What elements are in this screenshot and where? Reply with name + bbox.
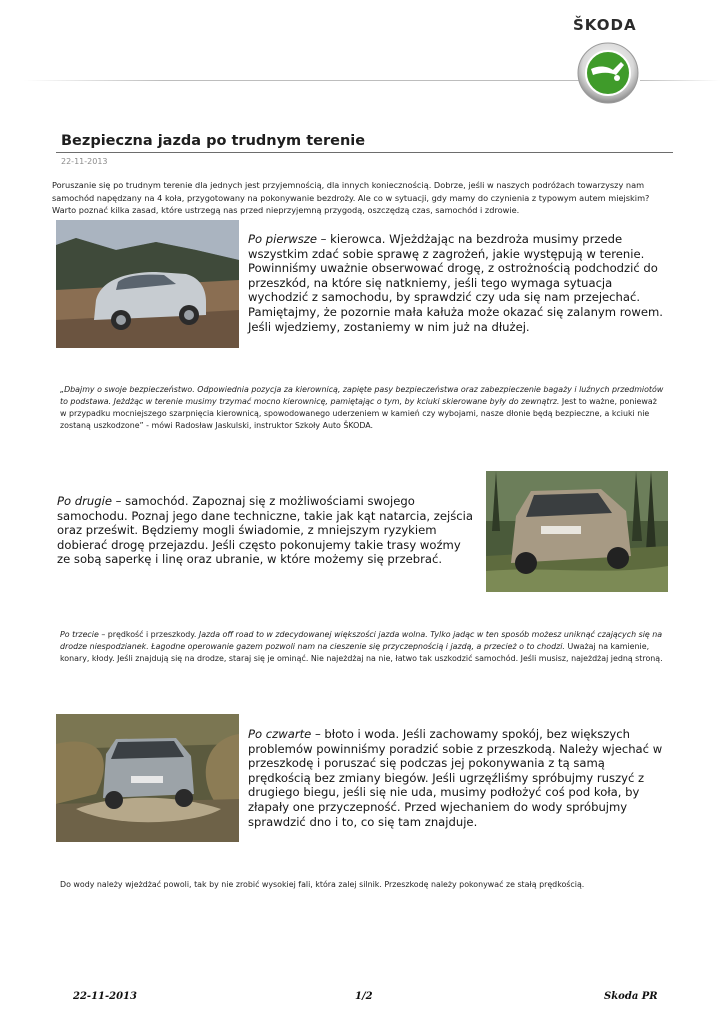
- article-title: Bezpieczna jazda po trudnym terenie: [61, 133, 366, 149]
- instructor-quote: [60, 384, 665, 432]
- instructor-quote-italic: „Dbajmy o swoje bezpieczeństwo. Odpowiednia pozycja za kierownicą, zapięte pasy bezpieczeństwa oraz zabezpieczenie bagaży i luźnych przedmiotów to podstawa. Jeżdżąc w terenie musimy trzymać mocno kierownicę, pamiętając o tym, by kciuki skierowane były do zewnątrz.: [60, 385, 664, 406]
- section-third-plain1: – prędkość i przeszkody.: [98, 630, 199, 639]
- footer-date: 22-11-2013: [73, 991, 137, 1002]
- section-fourth-mud-water: [248, 727, 668, 829]
- closing-paragraph: Do wody należy wjeżdżać powoli, tak by nie zrobić wysokiej fali, która zalej silnik. Przeszkodę należy pokonywać ze stałą prędkością.: [60, 880, 585, 889]
- section-third-plain2: Uważaj na kamienie, konary, kłody. Jeśli znajdują się na drodze, staraj się je ominąć. Nie najeżdżaj na nie, łatwo tak uszkodzić samochód. Jeśli musisz, najeżdżaj jedną stroną.: [60, 642, 663, 663]
- section-third-speed: [60, 629, 665, 665]
- photo-yeti-forest: [486, 471, 668, 592]
- title-underline: [56, 152, 673, 153]
- intro-paragraph: Poruszanie się po trudnym terenie dla jednych jest przyjemnością, dla innych koniecznością. Dobrze, jeśli w naszych podróżach towarzyszy nam samochód napędzany na 4 koła, przygotowany na pokonywanie bezdroży. Ale co w sytuacji, gdy mamy do czynienia z typowym autem miejskim? Warto poznać kilka zasad, które ustrzegą nas przed nieprzyjemną przygodą, oszczędzą czas, samochód i zdrowie.: [52, 180, 650, 215]
- photo-octavia-offroad: [56, 220, 239, 348]
- section-first-text: – kierowca. Wjeżdżając na bezdroża musimy przede wszystkim zdać sobie sprawę z zagrożeń, jakie występują w terenie. Powinniśmy uważnie obserwować drogę, z ostrożnością podchodzić do przeszkód, na które się natkniemy, jeśli tego wymaga sytuacja wychodzić z samochodu, by sprawdzić czy uda się nam przejechać. Pamiętajmy, że pozornie mała kałuża może okazać się zalanym rowem. Jeśli wjedziemy, zostaniemy w nim już na dłużej.: [248, 232, 663, 334]
- footer-source: Skoda PR: [604, 991, 658, 1002]
- section-second-text: – samochód. Zapoznaj się z możliwościami swojego samochodu. Poznaj jego dane techniczne, takie jak kąt natarcia, zejścia oraz prześwit. Będziemy mogli świadomie, z mniejszym ryzykiem dobierać drogę przejazdu. Jeśli często pokonujemy takie trasy woźmy ze sobą saperkę i linę oraz ubranie, w które możemy się przebrać.: [57, 494, 473, 567]
- section-second-car: [57, 494, 477, 567]
- section-first-lead: Po pierwsze: [248, 232, 317, 246]
- skoda-logo: [577, 42, 639, 104]
- article-date: 22-11-2013: [61, 157, 108, 166]
- section-third-italic: Jazda off road to w zdecydowanej większości jazda wolna. Tylko jadąc w ten sposób możesz uniknąć czających się na drodze niespodzianek. Łagodne operowanie gazem pozwoli nam na cieszenie się przyczepnością i jazdą, a przecież o to chodzi.: [60, 630, 663, 651]
- section-fourth-lead: Po czwarte: [248, 727, 312, 741]
- section-second-lead: Po drugie: [57, 494, 112, 508]
- footer-page-number: 1/2: [355, 991, 373, 1002]
- header-divider-right: [640, 80, 720, 81]
- section-third-lead: Po trzecie: [60, 630, 99, 639]
- brand-wordmark: ŠKODA: [573, 16, 637, 34]
- instructor-quote-plain: Jest to ważne, ponieważ w przypadku mocniejszego szarpnięcia kierownicą, spowodowanego uderzeniem w kamień czy wybojami, nasze dłonie będą bezpieczne, a kciuki nie zostaną uszkodzone” - mówi Radosław Jaskulski, instruktor Szkoły Auto ŠKODA.: [60, 397, 657, 430]
- section-fourth-text: – błoto i woda. Jeśli zachowamy spokój, bez większych problemów powinniśmy poradzić sobie z przeszkodą. Należy wjechać w przeszkodę i poruszać się podczas jej pokonywania z tą samą prędkością bez zmiany biegów. Jeśli ugrzęźliśmy spróbujmy ruszyć z drugiego biegu, jeśli się nie uda, musimy podłożyć coś pod koła, by złapały one przyczepność. Przed wjechaniem do wody spróbujmy sprawdzić dno i to, co się tam znajduje.: [248, 727, 663, 829]
- photo-yeti-mud-splash: [56, 714, 239, 842]
- section-first-driver: [248, 232, 668, 334]
- header-divider: [24, 80, 579, 81]
